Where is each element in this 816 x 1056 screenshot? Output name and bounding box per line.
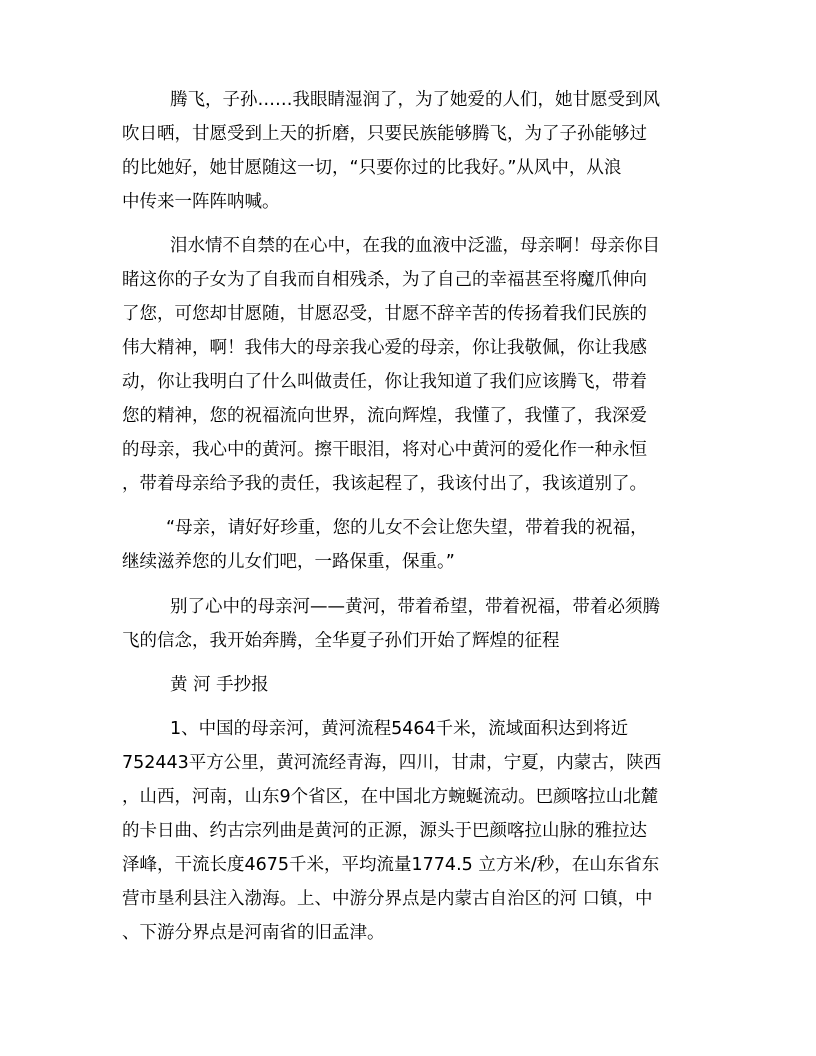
text-line: 泽峰，干流长度4675千米，平均流量1774.5 立方米/秒，在山东省东: [122, 855, 660, 875]
text-line: 的比她好，她甘愿随这一切，“只要你过的比我好。”从风中，从浪: [122, 158, 622, 178]
text-line: 别了心中的母亲河——黄河，带着希望，带着祝福，带着必须腾: [170, 597, 660, 617]
text-line: ，山西，河南，山东9个省区，在中国北方蜿蜒流动。巴颜喀拉山北麓: [122, 787, 659, 807]
text-line: 腾飞，子孙……我眼睛湿润了，为了她爱的人们，她甘愿受到风: [170, 90, 660, 110]
text-line: 伟大精神，啊！我伟大的母亲我心爱的母亲，你让我敬佩，你让我感: [122, 338, 647, 358]
text-line: 吹日晒，甘愿受到上天的折磨，只要民族能够腾飞，为了子孙能够过: [122, 124, 647, 144]
text-line: 动，你让我明白了什么叫做责任，你让我知道了我们应该腾飞，带着: [122, 372, 647, 392]
text-line: 继续滋养您的儿女们吧，一路保重，保重。”: [122, 552, 455, 572]
text-line: 飞的信念，我开始奔腾，全华夏子孙们开始了辉煌的征程: [122, 631, 560, 651]
text-line: 您的精神，您的祝福流向世界，流向辉煌，我懂了，我懂了，我深爱: [122, 406, 647, 426]
text-line: 1、中国的母亲河，黄河流程5464千米，流域面积达到将近: [170, 719, 629, 739]
text-line: 的卡日曲、约古宗列曲是黄河的正源，源头于巴颜喀拉山脉的雅拉达: [122, 821, 647, 841]
text-line: ，带着母亲给予我的责任，我该起程了，我该付出了，我该道别了。: [122, 474, 647, 494]
text-line: 中传来一阵阵呐喊。: [122, 192, 280, 212]
text-line: 的母亲，我心中的黄河。擦干眼泪，将对心中黄河的爱化作一种永恒: [122, 440, 647, 460]
text-line: 752443平方公里，黄河流经青海，四川，甘肃，宁夏，内蒙古，陕西: [122, 753, 662, 773]
text-line: 了您，可您却甘愿随，甘愿忍受，甘愿不辞辛苦的传扬着我们民族的: [122, 304, 647, 324]
text-line: 、下游分界点是河南省的旧孟津。: [122, 923, 385, 943]
section-title: 黄 河 手抄报: [170, 675, 269, 695]
text-line: 泪水情不自禁的在心中，在我的血液中泛滥，母亲啊！母亲你目: [170, 236, 660, 256]
text-line: “母亲，请好好珍重，您的儿女不会让您失望，带着我的祝福，: [166, 518, 648, 538]
text-line: 睹这你的子女为了自我而自相残杀，为了自己的幸福甚至将魔爪伸向: [122, 270, 647, 290]
text-line: 营市垦利县注入渤海。上、中游分界点是内蒙古自治区的河 口镇，中: [122, 889, 653, 909]
